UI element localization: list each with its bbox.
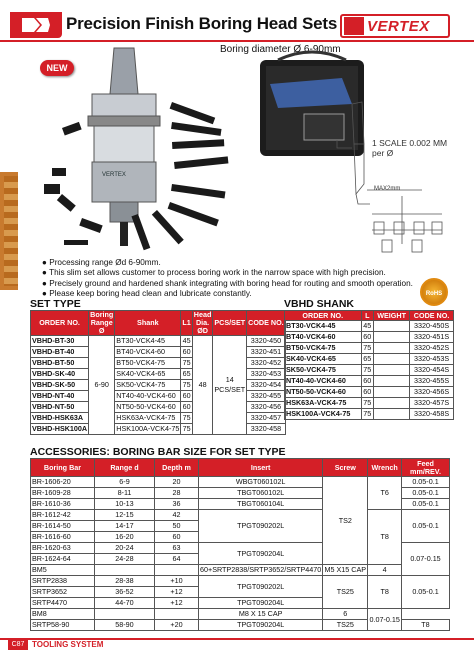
col-depth: Depth m — [155, 459, 199, 477]
weight-cell — [374, 343, 410, 354]
insert-cell: TPGT090204L — [199, 620, 323, 631]
col-screw: Screw — [323, 459, 368, 477]
col-insert: Insert — [199, 459, 323, 477]
shank-cell: BT40-VCK4-60 — [115, 347, 181, 358]
range-cell: 14-17 — [95, 521, 155, 532]
code-cell: 3320-457 — [247, 413, 286, 424]
code-cell: 3320-450S — [410, 321, 454, 332]
brand-logo: VERTEX — [340, 14, 450, 38]
range-cell — [95, 565, 155, 576]
range-cell: 6-9 — [95, 477, 155, 488]
l-cell: 75 — [361, 398, 374, 409]
table-row — [285, 376, 454, 387]
set-type-title: SET TYPE — [30, 298, 81, 310]
shank-title: VBHD SHANK — [284, 298, 355, 310]
shank-cell: NT50-50-VCK4-60 — [115, 402, 181, 413]
depth-cell: 60 — [155, 532, 199, 543]
boring-bar-cell: SRTP3652 — [31, 587, 95, 598]
feed-cell: 0.05-0.1 — [402, 477, 450, 488]
table-row — [285, 321, 454, 332]
l-cell: 75 — [361, 409, 374, 420]
l1-cell: 75 — [182, 424, 191, 433]
table-row — [31, 380, 286, 391]
table-row — [31, 369, 286, 380]
weight-cell — [374, 409, 410, 420]
col-l: L — [361, 311, 374, 321]
insert-cell: TBGT060104L — [199, 499, 323, 510]
table-row — [31, 413, 286, 424]
order-no-cell: VBHD-BT-40 — [31, 347, 89, 358]
order-no-cell: VBHD-BT-30 — [31, 336, 89, 347]
new-badge: NEW — [40, 60, 74, 76]
boring-bar-cell: SRTP4470 — [31, 598, 95, 609]
shank-cell: HSK100A-VCK4-75 — [116, 424, 180, 433]
code-cell: 3320-455 — [247, 391, 286, 402]
l-cell: 75 — [361, 365, 374, 376]
boring-bar-cell: BR-1620-63 — [31, 543, 95, 554]
boring-bar-cell: BR-1614-50 — [31, 521, 95, 532]
depth-cell: +12 — [155, 587, 199, 598]
range-cell: 20-24 — [95, 543, 155, 554]
depth-cell: 50 — [155, 521, 199, 532]
insert-cell: TPGT090204L — [199, 543, 323, 565]
screw-cell: TS25 — [323, 620, 368, 631]
storage-case — [260, 52, 364, 156]
insert-cell: TPGT090202L — [199, 576, 323, 598]
col-shank: Shank — [115, 311, 181, 336]
depth-cell: +10 — [155, 576, 199, 587]
wrench-cell: 4 — [368, 565, 402, 576]
depth-cell: 28 — [155, 488, 199, 499]
table-row — [31, 358, 286, 369]
table-row — [31, 336, 286, 347]
l1-cell: 60 — [182, 402, 191, 411]
table-row — [31, 609, 450, 620]
order-no-cell: VBHD-SK-40 — [31, 369, 89, 380]
code-cell: 3320-450 — [247, 336, 286, 347]
boring-bar-cell: BM5 — [31, 565, 95, 576]
boring-bar-cell: BR-1624-64 — [31, 554, 95, 565]
insert-cell: TBGT060102L — [199, 488, 323, 499]
page-subtitle: Boring diameter Ø 6-90mm — [220, 44, 341, 55]
boring-bar-cell: BM8 — [31, 609, 95, 620]
page-number: C87 — [8, 640, 28, 650]
feature-item: ● Processing range Ød 6-90mm. — [42, 258, 161, 267]
order-no-cell: HSK63A-VCK4-75 — [285, 398, 362, 409]
feed-cell: 0.05-0.1 — [402, 576, 450, 609]
col-range: Boring Range Ø — [90, 310, 114, 335]
order-no-cell: BT40-VCK4-60 — [285, 332, 362, 343]
table-row — [31, 402, 286, 413]
depth-cell — [155, 565, 199, 576]
shank-cell: BT50-VCK4-75 — [115, 358, 181, 369]
col-pcs-set: PCS/SET — [213, 311, 247, 336]
screw-cell: TS25 — [323, 576, 368, 609]
code-cell: 3320-457S — [410, 398, 454, 409]
l-cell: 60 — [361, 376, 374, 387]
table-row — [285, 409, 454, 420]
side-tab-stripes — [4, 176, 18, 286]
boring-bar-cell: BR-1609-28 — [31, 488, 95, 499]
code-cell: 3320-453S — [410, 354, 454, 365]
range-cell: 16-20 — [95, 532, 155, 543]
code-cell: 3320-452 — [247, 358, 286, 369]
wrench-cell: T8 — [368, 576, 402, 609]
order-no-cell: BT50-VCK4-75 — [285, 343, 362, 354]
feature-item: ● This slim set allows customer to process boring work in the narrow space with high precision. — [42, 268, 386, 278]
code-cell: 3320-458S — [410, 409, 454, 420]
table-row — [285, 365, 454, 376]
range-cell: 58-90 — [95, 620, 155, 631]
table-row — [285, 332, 454, 343]
feed-cell: 0.05-0.1 — [402, 488, 450, 499]
table-row — [285, 398, 454, 409]
feature-list — [42, 258, 462, 300]
range-cell — [95, 609, 155, 620]
depth-cell: 36 — [155, 499, 199, 510]
order-no-cell: VBHD-HSK63A — [31, 413, 89, 424]
page-title: Precision Finish Boring Head Sets — [66, 14, 338, 33]
flag-icon — [344, 17, 364, 35]
range-cell: 12-15 — [95, 510, 155, 521]
weight-cell — [374, 376, 410, 387]
range-cell: 6-90 — [89, 336, 115, 435]
wrench-cell: 6 — [323, 609, 368, 620]
technical-diagram — [337, 102, 442, 252]
depth-cell: 42 — [155, 510, 199, 521]
l1-cell: 60 — [182, 391, 191, 400]
shank-cell: SK40-VCK4-65 — [115, 369, 181, 380]
range-cell: 36-52 — [95, 587, 155, 598]
code-cell: 3320-456S — [410, 387, 454, 398]
wrench-cell: T6 — [368, 477, 402, 510]
weight-cell — [374, 354, 410, 365]
l-cell: 65 — [361, 354, 374, 365]
insert-cell: TPGT090202L — [199, 510, 323, 543]
weight-cell — [374, 398, 410, 409]
range-cell: 44-70 — [95, 598, 155, 609]
weight-cell — [374, 365, 410, 376]
screw-cell: M5 X15 CAP — [324, 565, 367, 574]
order-no-cell: VBHD-BT-50 — [31, 358, 89, 369]
wrench-cell: T8 — [368, 510, 402, 565]
col-boring-bar: Boring Bar — [31, 459, 95, 477]
range-cell: 8-11 — [95, 488, 155, 499]
feed-cell: 0.05-0.1 — [402, 499, 450, 510]
l-cell: 75 — [361, 343, 374, 354]
code-cell: 3320-458 — [247, 424, 286, 435]
range-cell: 24-28 — [95, 554, 155, 565]
l-cell: 60 — [361, 332, 374, 343]
table-row — [31, 565, 450, 576]
depth-cell: 63 — [155, 543, 199, 554]
depth-cell: +12 — [155, 598, 199, 609]
order-no-cell: VBHD-HSK100A — [32, 424, 88, 433]
weight-cell — [374, 332, 410, 343]
wrench-cell: T8 — [402, 620, 450, 631]
table-row — [285, 343, 454, 354]
insert-cell: 60+SRTP2838/SRTP3652/SRTP4470 — [200, 565, 322, 574]
table-row — [285, 387, 454, 398]
boring-bar-cell: BR-1610-36 — [31, 499, 95, 510]
table-row — [285, 354, 454, 365]
shank-cell: BT30-VCK4-45 — [115, 336, 181, 347]
col-wrench: Wrench — [368, 459, 402, 477]
order-no-cell: BT30-VCK4-45 — [285, 321, 362, 332]
col-order-no: ORDER NO. — [31, 311, 89, 336]
l1-cell: 75 — [182, 358, 191, 367]
boring-bar-cell: SRTP2838 — [31, 576, 95, 587]
feed-cell: 0.07-0.15 — [368, 609, 402, 631]
col-order-no: ORDER NO. — [285, 311, 362, 321]
l-cell: 60 — [361, 387, 374, 398]
boring-bar-cell: SRTP58-90 — [31, 620, 95, 631]
l1-cell: 45 — [182, 336, 191, 345]
l1-cell: 65 — [182, 369, 191, 378]
insert-cell: TPGT090204L — [199, 598, 323, 609]
logo-icon — [20, 16, 52, 34]
order-no-cell: VBHD-NT-40 — [31, 391, 89, 402]
col-weight: WEIGHT — [374, 311, 410, 321]
code-cell: 3320-455S — [410, 376, 454, 387]
weight-cell — [374, 321, 410, 332]
accessories-title: ACCESSORIES: BORING BAR SIZE FOR SET TYPE — [30, 446, 286, 458]
col-code: CODE NO. — [247, 311, 286, 336]
shank-cell: HSK63A-VCK4-75 — [115, 413, 181, 424]
feature-item: ● Please keep boring head clean and lubricate constantly. — [42, 289, 252, 299]
depth-cell: +20 — [155, 620, 199, 631]
order-no-cell: SK40-VCK4-65 — [285, 354, 362, 365]
l1-cell: 75 — [182, 380, 191, 389]
order-no-cell: NT50-50-VCK4-60 — [285, 387, 362, 398]
table-row — [31, 391, 286, 402]
col-head-dia: Head Dia. ØD — [193, 310, 212, 335]
rohs-badge: RoHS — [420, 278, 448, 306]
table-row — [31, 477, 450, 488]
feed-cell: 0.07-0.15 — [402, 543, 450, 576]
order-no-cell: VBHD-NT-50 — [31, 402, 89, 413]
shank-table — [284, 310, 454, 420]
holder-label: VERTEX — [102, 172, 126, 178]
accessories-table — [30, 458, 450, 631]
head-dia-cell: 48 — [192, 336, 213, 435]
code-cell: 3320-456 — [247, 402, 286, 413]
order-no-cell: HSK100A-VCK4-75 — [285, 409, 362, 420]
code-cell: 3320-454S — [410, 365, 454, 376]
depth-cell — [155, 609, 199, 620]
scale-note-2: per Ø — [372, 148, 394, 158]
shank-cell: NT40-40-VCK4-60 — [115, 391, 181, 402]
scale-note-1: 1 SCALE 0.002 MM — [372, 138, 448, 148]
l-cell: 45 — [361, 321, 374, 332]
order-no-cell: SK50-VCK4-75 — [285, 365, 362, 376]
order-no-cell: NT40-40-VCK4-60 — [285, 376, 362, 387]
table-row — [31, 510, 450, 521]
col-code: CODE NO. — [410, 311, 454, 321]
l1-cell: 75 — [182, 413, 191, 422]
table-row — [31, 347, 286, 358]
scale-note — [372, 138, 447, 158]
feature-item: ● Precisely ground and hardened shank integrating with boring head for routing and smooth operation. — [42, 278, 413, 288]
code-cell: 3320-452S — [410, 343, 454, 354]
range-cell: 10-13 — [95, 499, 155, 510]
code-cell: 3320-451S — [410, 332, 454, 343]
col-range: Range d — [95, 459, 155, 477]
set-type-table — [30, 310, 286, 435]
code-cell: 3320-453 — [247, 369, 286, 380]
max-label: MAX2mm — [374, 186, 401, 192]
boring-head-holder — [88, 48, 160, 246]
screw-cell: TS2 — [323, 477, 368, 565]
screw-cell: M8 X 15 CAP — [199, 609, 323, 620]
code-cell: 3320-451 — [247, 347, 286, 358]
feed-cell: 0.05-0.1 — [402, 510, 450, 543]
brand-tab — [10, 12, 62, 38]
range-cell: 28-38 — [95, 576, 155, 587]
order-no-cell: VBHD-SK-50 — [31, 380, 89, 391]
insert-cell: WBGT060102L — [199, 477, 323, 488]
code-cell: 3320-454 — [247, 380, 286, 391]
table-row — [31, 576, 450, 587]
boring-bar-cell: BR-1616-60 — [31, 532, 95, 543]
weight-cell — [374, 387, 410, 398]
pcs-set-cell: 14 PCS/SET — [213, 336, 247, 435]
l1-cell: 60 — [182, 347, 191, 356]
depth-cell: 64 — [155, 554, 199, 565]
footer-section: TOOLING SYSTEM — [32, 640, 104, 649]
boring-bar-cell: BR-1612-42 — [31, 510, 95, 521]
shank-cell: SK50-VCK4-75 — [115, 380, 181, 391]
col-l1: L1 — [181, 311, 192, 336]
col-feed: Feed mm/REV. — [402, 459, 450, 477]
table-row — [31, 424, 286, 435]
boring-bar-cell: BR-1606-20 — [31, 477, 95, 488]
depth-cell: 20 — [155, 477, 199, 488]
